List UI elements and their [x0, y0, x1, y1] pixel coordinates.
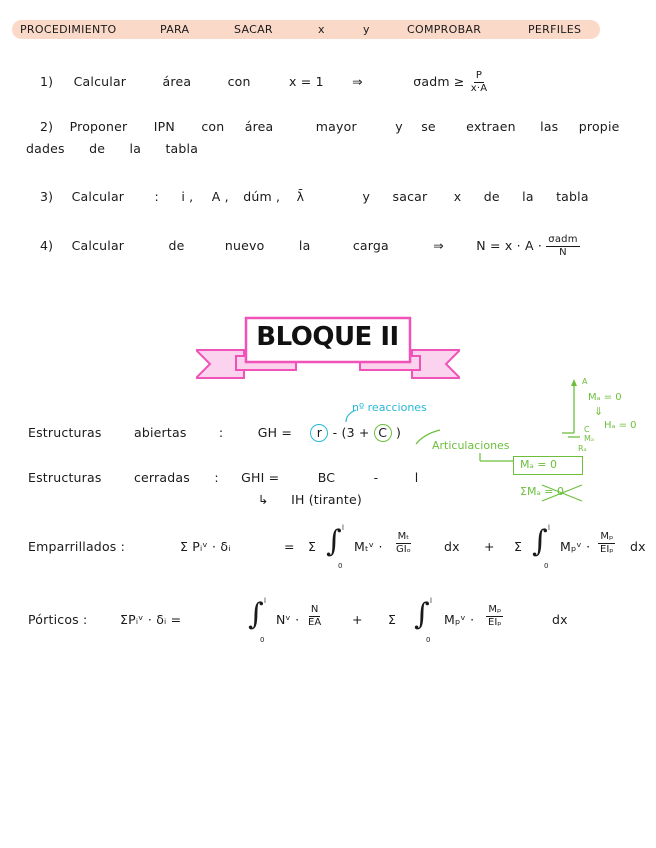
- formula-part: l: [414, 470, 419, 485]
- step-word: :: [154, 189, 159, 204]
- articulaciones-pointer: [410, 428, 450, 448]
- label-ma-small: Mₐ: [584, 434, 595, 443]
- step-word: tabla: [165, 141, 199, 156]
- fraction: [486, 604, 504, 629]
- integral-upper: l: [342, 524, 344, 532]
- formula-part: -: [373, 470, 379, 485]
- step-word: carga: [352, 238, 389, 253]
- step-2-line-2: [26, 141, 198, 156]
- cerradas-sub: [258, 492, 362, 507]
- step-word: con: [201, 119, 225, 134]
- integral-sign: ∫: [248, 597, 264, 632]
- colon: :: [218, 425, 224, 440]
- fraction-numerator: Mₜ: [397, 531, 410, 542]
- step-word: y: [395, 119, 403, 134]
- title-word: PROCEDIMIENTO: [20, 23, 117, 36]
- title-word: COMPROBAR: [407, 23, 482, 36]
- step-word: i ,: [181, 189, 194, 204]
- colon: :: [214, 470, 219, 485]
- double-down-arrow: ⇓: [594, 405, 604, 418]
- fraction: [394, 531, 413, 556]
- label-a: A: [582, 377, 588, 386]
- step-word: se: [421, 119, 436, 134]
- integral-lower: 0: [426, 636, 431, 644]
- term: Nᵛ ·: [276, 612, 300, 627]
- integral-lower: 0: [338, 562, 343, 570]
- step-word: la: [298, 238, 311, 253]
- label-c: C: [584, 425, 590, 434]
- step-number: 3): [40, 189, 54, 204]
- emparrillados-label: Emparrillados :: [28, 539, 126, 554]
- fraction-numerator: Mₚ: [600, 531, 614, 542]
- annotation-articulaciones: Articulaciones: [432, 439, 510, 452]
- step-1: [40, 70, 489, 95]
- fraction-denominator: GIₒ: [396, 544, 411, 555]
- porticos-label: Pórticos :: [28, 612, 88, 627]
- step-word: A ,: [211, 189, 229, 204]
- tirante-note: IH (tirante): [291, 492, 362, 507]
- formula-ghi: GHI =: [241, 470, 280, 485]
- step-word: y: [362, 189, 371, 204]
- sum-symbol: Σ: [308, 539, 317, 554]
- title-highlight: [12, 20, 600, 39]
- label-word: cerradas: [133, 470, 190, 485]
- integral-sign: ∫: [532, 524, 548, 559]
- step-word: IPN: [153, 119, 175, 134]
- r-circled: r: [310, 424, 328, 442]
- dx: dx: [444, 539, 460, 554]
- title-word: x: [318, 23, 325, 36]
- reacciones-pointer: [340, 408, 360, 424]
- integral-lower: 0: [260, 636, 265, 644]
- implies-arrow: ⇒: [433, 238, 444, 253]
- step-word: las: [540, 119, 559, 134]
- step-word: de: [483, 189, 500, 204]
- step-word: Calcular: [73, 74, 127, 89]
- fraction-numerator: N: [310, 604, 319, 615]
- implies-arrow: ⇒: [352, 74, 363, 89]
- integral-upper: l: [264, 597, 266, 605]
- title-word: PERFILES: [528, 23, 582, 36]
- title-word: SACAR: [234, 23, 273, 36]
- step-word: la: [129, 141, 142, 156]
- integral-lower: 0: [544, 562, 549, 570]
- step-word: la: [522, 189, 534, 204]
- annotation-ma-top: Mₐ = 0: [588, 392, 622, 403]
- step-word: dúm ,: [243, 189, 281, 204]
- step-formula: N = x · A ·: [476, 238, 543, 253]
- plus-sign: +: [484, 539, 495, 554]
- step-word: mayor: [315, 119, 357, 134]
- step-2-line-1: [40, 119, 620, 134]
- label-ra: Rₐ: [578, 444, 587, 453]
- label-word: Estructuras: [28, 425, 102, 440]
- step-word: Proponer: [69, 119, 128, 134]
- step-word: tabla: [556, 189, 589, 204]
- fraction: [306, 604, 323, 629]
- dx: dx: [630, 539, 646, 554]
- step-number: 1): [40, 74, 54, 89]
- label-word: abiertas: [133, 425, 187, 440]
- plus-sign: +: [352, 612, 363, 627]
- step-formula: x = 1: [289, 74, 324, 89]
- bloque-title: BLOQUE II: [256, 322, 399, 352]
- fraction-denominator: EA: [308, 617, 322, 628]
- integral-upper: l: [548, 524, 550, 532]
- dx: dx: [552, 612, 568, 627]
- sum-symbol: Σ: [388, 612, 397, 627]
- step-word: sacar: [392, 189, 428, 204]
- formula-part: BC: [317, 470, 336, 485]
- porticos-lhs: ΣPᵢᵛ · δᵢ =: [120, 612, 182, 627]
- fraction-denominator: N: [559, 247, 567, 258]
- sum-symbol: Σ: [514, 539, 523, 554]
- equals-sign: =: [284, 539, 295, 554]
- hook-arrow: ↳: [258, 492, 269, 507]
- integral-sign: ∫: [414, 597, 430, 632]
- fraction-numerator: P: [475, 70, 483, 81]
- formula-gh: GH =: [257, 425, 293, 440]
- term: Mₚᵛ ·: [560, 539, 591, 554]
- annotation-reacciones: nº reacciones: [352, 401, 427, 414]
- step-word: área: [244, 119, 274, 134]
- step-word: dades: [26, 141, 65, 156]
- label-word: Estructuras: [28, 470, 102, 485]
- estructuras-cerradas: [28, 470, 418, 485]
- fraction-denominator: EIₚ: [488, 617, 502, 628]
- fraction-numerator: σadm: [548, 234, 578, 245]
- integral-upper: l: [430, 597, 432, 605]
- fraction-denominator: EIₚ: [600, 544, 614, 555]
- fraction-numerator: Mₚ: [488, 604, 502, 615]
- step-word: x: [453, 189, 462, 204]
- emparrillados-lhs: Σ Pᵢᵛ · δᵢ: [180, 539, 231, 554]
- step-word: λ̄: [296, 189, 305, 204]
- step-number: 2): [40, 119, 54, 134]
- step-3: [40, 189, 589, 204]
- step-word: de: [89, 141, 106, 156]
- step-word: propie: [578, 119, 620, 134]
- step-word: área: [162, 74, 192, 89]
- title-word: PARA: [160, 23, 190, 36]
- step-word: Calcular: [71, 238, 125, 253]
- c-circled: C: [374, 424, 392, 442]
- estructuras-abiertas: [28, 424, 401, 442]
- title-word: y: [363, 23, 370, 36]
- fraction: [598, 531, 616, 556]
- step-number: 4): [40, 238, 54, 253]
- formula-part: ): [395, 425, 402, 440]
- fraction: [469, 70, 490, 95]
- step-word: nuevo: [224, 238, 265, 253]
- step-word: de: [168, 238, 185, 253]
- step-word: con: [227, 74, 251, 89]
- integral-sign: ∫: [326, 524, 342, 559]
- step-4: [40, 234, 580, 259]
- step-word: extraen: [466, 119, 516, 134]
- annotation-sum-ma: ΣMₐ = 0: [520, 485, 564, 498]
- annotation-ha: Hₐ = 0: [604, 420, 637, 431]
- annotation-ma-box: Mₐ = 0: [520, 458, 558, 471]
- fraction-denominator: x·A: [470, 83, 488, 94]
- term: Mₜᵛ ·: [354, 539, 383, 554]
- term: Mₚᵛ ·: [444, 612, 475, 627]
- step-word: Calcular: [71, 189, 125, 204]
- fraction: [546, 234, 579, 259]
- formula-part: - (3 +: [332, 425, 374, 440]
- step-formula: σadm ≥: [413, 74, 465, 89]
